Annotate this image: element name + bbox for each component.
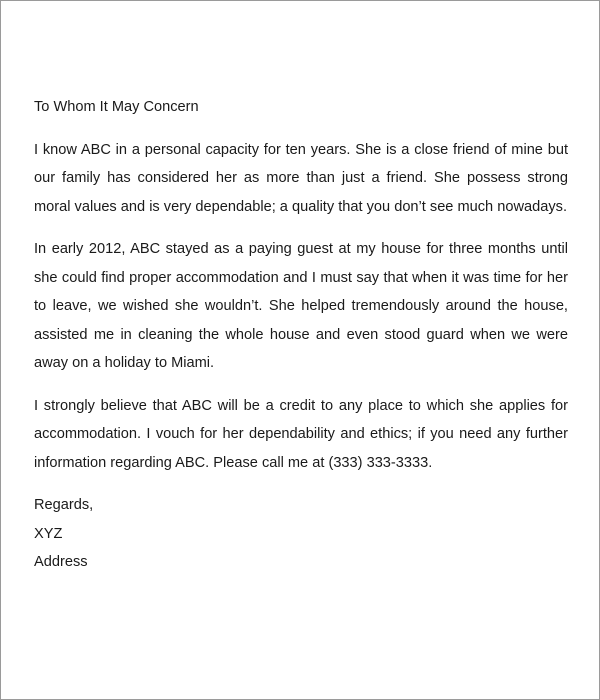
closing-block <box>34 491 568 577</box>
paragraph-personal-acquaintance: I know ABC in a personal capacity for ten years. She is a close friend of mine but our family has considered her as more than just a friend. She possess strong moral values and is very dependable; a quality that you don’t see much nowadays. <box>34 141 568 215</box>
paragraph-recommendation: I strongly believe that ABC will be a credit to any place to which she applies for accommodation. I vouch for her dependability and ethics; if you need any further information regarding ABC. Please call me at (333) 333-3333. <box>34 397 568 471</box>
letter-body <box>34 93 568 577</box>
closing-name: XYZ <box>34 525 63 542</box>
salutation: To Whom It May Concern <box>34 99 199 115</box>
closing-address: Address <box>34 554 88 570</box>
closing-regards: Regards, <box>34 497 94 513</box>
paragraph-paying-guest: In early 2012, ABC stayed as a paying guest at my house for three months until she could find proper accommodation and I must say that when it was time for her to leave, we wished she wouldn’t. She helped tremendously around the house, assisted me in cleaning the whole house and even stood guard when we were away on a holiday to Miami. <box>34 241 568 371</box>
